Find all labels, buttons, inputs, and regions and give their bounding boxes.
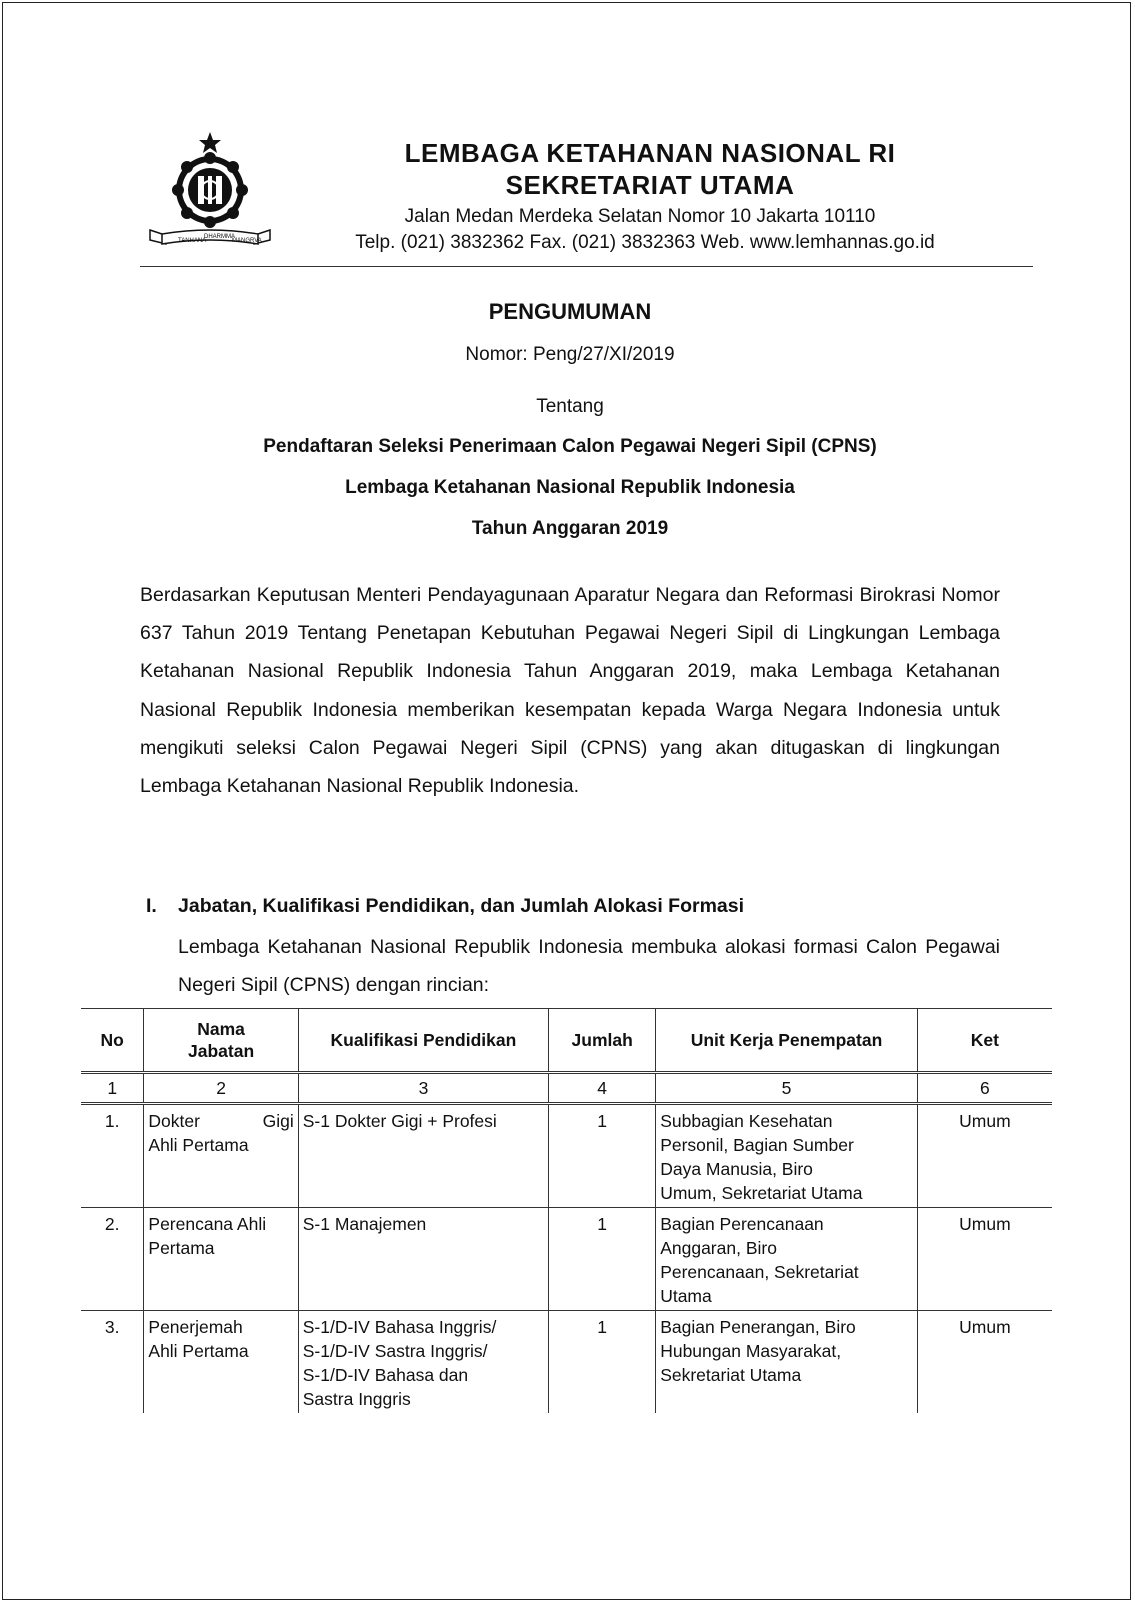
cell-line: Sekretariat Utama (660, 1365, 802, 1385)
cell-kualifikasi (298, 1104, 548, 1208)
subject-line-3: Tahun Anggaran 2019 (471, 518, 669, 539)
cell-jumlah: 1 (549, 1208, 656, 1311)
section-body: Lembaga Ketahanan Nasional Republik Indonesia membuka alokasi formasi Calon Pegawai Negeri Sipil (CPNS) dengan rincian: (178, 936, 1000, 996)
cell-ket: Umum (917, 1208, 1052, 1311)
cell-line: Pertama (148, 1238, 215, 1258)
column-number: 3 (298, 1073, 548, 1104)
cell-jumlah: 1 (549, 1104, 656, 1208)
header-kualifikasi: Kualifikasi Pendidikan (298, 1009, 548, 1073)
cell-line: Daya Manusia, Biro (660, 1159, 813, 1179)
header-jumlah: Jumlah (549, 1009, 656, 1073)
cell-jumlah: 1 (549, 1311, 656, 1414)
unit-name: SEKRETARIAT UTAMA (505, 170, 795, 200)
cell-line: Hubungan Masyarakat, (660, 1341, 842, 1361)
header-ket: Ket (917, 1009, 1052, 1073)
column-number-row (81, 1073, 1052, 1104)
address: Jalan Medan Merdeka Selatan Nomor 10 Jakarta 10110 (404, 206, 876, 227)
cell-unit (656, 1104, 918, 1208)
cell-line: Sastra Inggris (302, 1389, 411, 1409)
column-number: 4 (549, 1073, 656, 1104)
cell-line: Umum, Sekretariat Utama (660, 1183, 863, 1203)
cell-line: S-1/D-IV Bahasa Inggris/ (302, 1317, 497, 1337)
cell-line: Personil, Bagian Sumber (660, 1135, 854, 1155)
svg-text:MANGRVA: MANGRVA (232, 238, 262, 244)
cell-line: Ahli Pertama (148, 1135, 249, 1155)
column-number: 5 (656, 1073, 918, 1104)
emblem-icon (148, 130, 288, 256)
column-number: 1 (81, 1073, 144, 1104)
subject-line-1: Pendaftaran Seleksi Penerimaan Calon Pegawai Negeri Sipil (CPNS) (263, 436, 877, 457)
document-title: PENGUMUMAN (488, 299, 652, 324)
header-jabatan (144, 1009, 298, 1073)
svg-text:TANHANA: TANHANA (178, 238, 207, 244)
cell-unit (656, 1311, 918, 1414)
subject-line-2: Lembaga Ketahanan Nasional Republik Indonesia (345, 477, 795, 498)
table-header-row (81, 1009, 1052, 1073)
cell-unit (656, 1208, 918, 1311)
cell-line: S-1 Manajemen (302, 1214, 427, 1234)
header-jabatan-line: Jabatan (188, 1041, 255, 1061)
cell-line: S-1/D-IV Sastra Inggris/ (302, 1341, 488, 1361)
header-jabatan-line: Nama (197, 1019, 245, 1039)
cell-jabatan (144, 1208, 298, 1311)
cell-line: Subbagian Kesehatan (660, 1111, 833, 1131)
cell-ket: Umum (917, 1311, 1052, 1414)
cell-jabatan (144, 1311, 298, 1414)
intro-paragraph: Berdasarkan Keputusan Menteri Pendayagunaan Aparatur Negara dan Reformasi Birokrasi Nomor 637 Tahun 2019 Tentang Penetapan Kebutuhan Pegawai Negeri Sipil di Lingkungan Lembaga Ketahanan Nasional Republik Indonesia Tahun Anggaran 2019, maka Lembaga Ketahanan Nasional Republik Indonesia memberikan kesempatan kepada Warga Negara Indonesia untuk mengikuti seleksi Calon Pegawai Negeri Sipil (CPNS) yang akan ditugaskan di lingkungan Lembaga Ketahanan Nasional Republik Indonesia. (140, 584, 1000, 798)
cell-no: 2. (81, 1208, 144, 1311)
table-row (81, 1104, 1052, 1208)
cell-line: Utama (660, 1286, 712, 1306)
cell-line: Perencanaan, Sekretariat (660, 1262, 859, 1282)
header-unit: Unit Kerja Penempatan (656, 1009, 918, 1073)
lemhannas-emblem (148, 130, 288, 256)
cell-line: Perencana Ahli (148, 1214, 267, 1234)
cell-kualifikasi (298, 1311, 548, 1414)
cell-line: S-1/D-IV Bahasa dan (302, 1365, 469, 1385)
cell-line: Bagian Penerangan, Biro (660, 1317, 856, 1337)
cell-line: Ahli Pertama (148, 1341, 249, 1361)
section-number: I. (146, 895, 157, 917)
about-label: Tentang (536, 396, 604, 417)
cell-line: Penerjemah (148, 1317, 243, 1337)
svg-text:DHARMMA: DHARMMA (204, 234, 235, 240)
cell-kualifikasi (298, 1208, 548, 1311)
cell-ket: Umum (917, 1104, 1052, 1208)
cell-line: Anggaran, Biro (660, 1238, 777, 1258)
cell-line: Bagian Perencanaan (660, 1214, 824, 1234)
column-number: 2 (144, 1073, 298, 1104)
cell-no: 3. (104, 1317, 120, 1337)
cell-jabatan (144, 1104, 298, 1208)
document-number: Nomor: Peng/27/XI/2019 (465, 344, 675, 365)
section-heading (146, 895, 744, 918)
table-row (81, 1208, 1052, 1311)
institution-name: LEMBAGA KETAHANAN NASIONAL RI (404, 138, 896, 168)
contact-info: Telp. (021) 3832362 Fax. (021) 3832363 Web. www.lemhannas.go.id (355, 232, 935, 253)
section-title: Jabatan, Kualifikasi Pendidikan, dan Jumlah Alokasi Formasi (178, 895, 745, 917)
cell-no: 1. (81, 1104, 144, 1208)
letterhead-divider (140, 266, 1033, 267)
formation-table (81, 1008, 1052, 1413)
header-no: No (81, 1009, 144, 1073)
cell-line: S-1 Dokter Gigi + Profesi (302, 1111, 497, 1131)
table-row (81, 1311, 1052, 1414)
column-number: 6 (917, 1073, 1052, 1104)
cell-line: Dokter Gigi (148, 1111, 294, 1131)
